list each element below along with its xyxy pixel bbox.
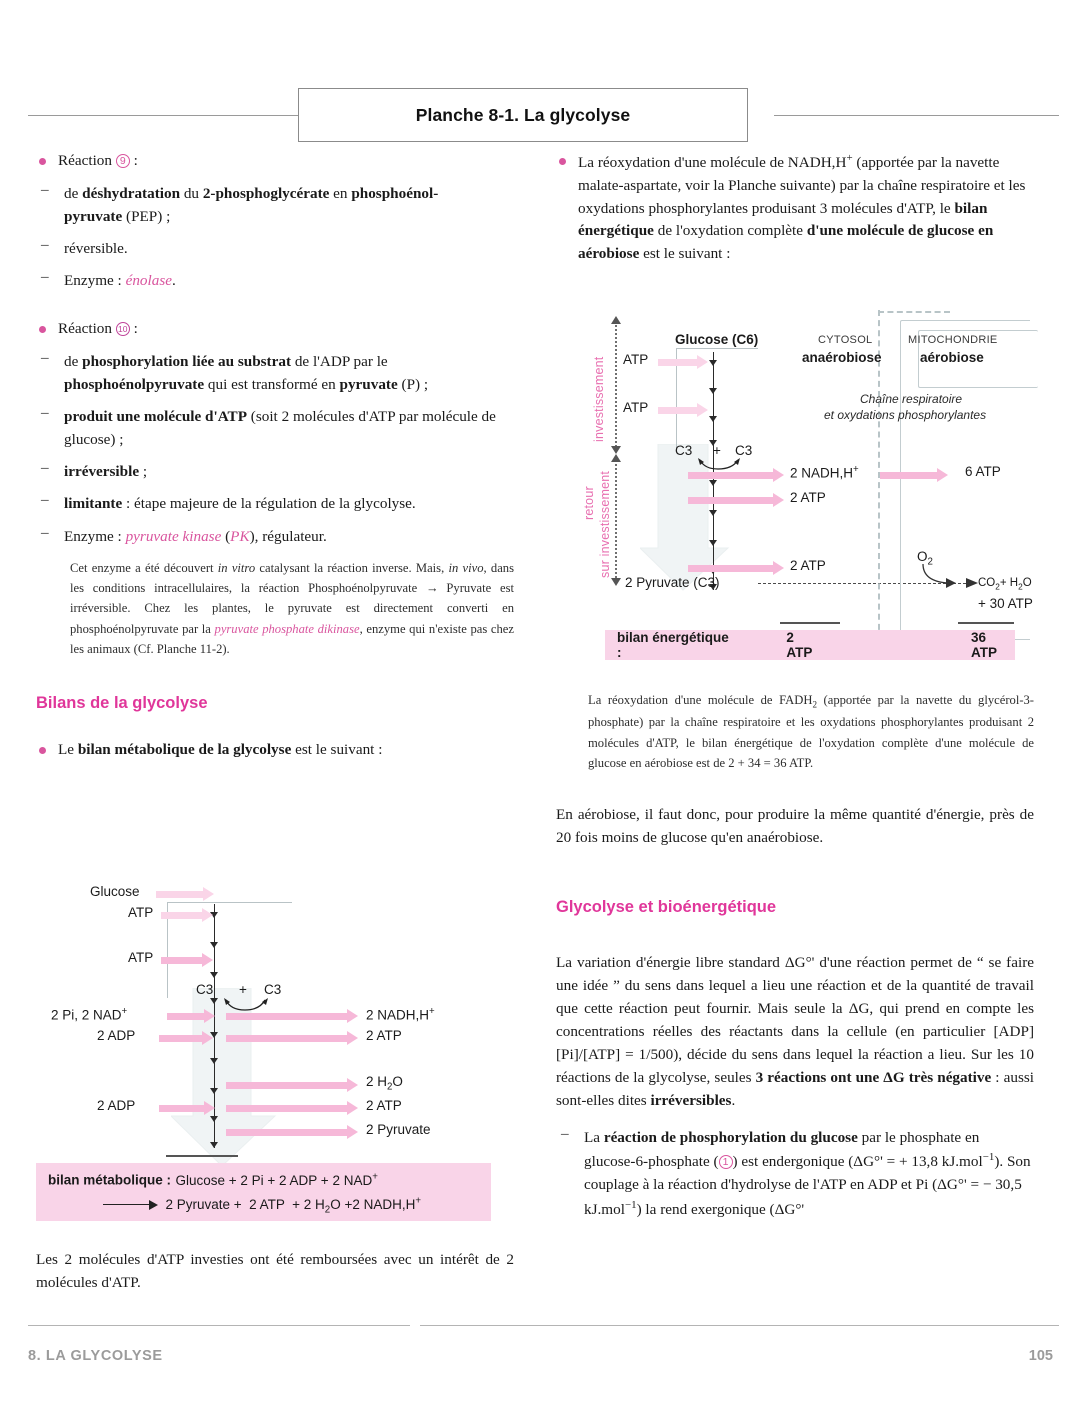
- label-retour-line2: sur investissement: [598, 470, 612, 578]
- fig-output-atp-1: 2 ATP: [790, 490, 826, 505]
- fig-input-glucose: Glucose: [90, 884, 140, 899]
- arrow-pyruvate-out: [226, 1129, 348, 1136]
- fig-node-c3-right: C3: [264, 982, 282, 997]
- reaction-9-item-1-text: de déshydratation du 2-phosphoglycérate en phosphoénol- pyruvate (PEP) ;: [64, 184, 439, 225]
- header-rule-right: [774, 115, 1059, 116]
- dash-marker-icon: –: [41, 268, 49, 286]
- left-column: [36, 150, 514, 765]
- arrow-atp-out-2: [688, 565, 774, 572]
- arrow-pi-nad-in: [167, 1013, 205, 1020]
- scale-arrow-mid2-icon: [611, 454, 621, 462]
- section-heading-bilans: Bilans de la glycolyse: [36, 693, 208, 712]
- label-mitochondrie: MITOCHONDRIE: [908, 334, 998, 346]
- label-co2-h2o: $CO_2+ H_2O$: [978, 577, 1032, 592]
- fig-atp-in-1: ATP: [623, 352, 649, 367]
- arrow-atp-in-1: [658, 359, 698, 366]
- reaction-10-item-4-text: limitante : étape majeure de la régulation de la glycolyse.: [64, 495, 416, 513]
- section-heading-bioenergetique: Glycolyse et bioénergétique: [556, 897, 777, 916]
- axis-tick-icon: [210, 942, 218, 948]
- fig-output-atp-2: 2 ATP: [790, 558, 826, 573]
- fig-input-atp-2: ATP: [128, 950, 154, 965]
- aerobiose-paragraph: En aérobiose, il faut donc, pour produire la même quantité d'énergie, près de 20 fois moins de glucose qu'en anaérobiose.: [556, 806, 1034, 847]
- reaction-10-item-4: [36, 492, 514, 515]
- fig-input-atp-1: ATP: [128, 905, 154, 920]
- band-value-anaerobic: 2 ATP: [786, 630, 813, 660]
- fig-input-adp-2: 2 ADP: [97, 1098, 136, 1113]
- dash-marker-icon: –: [41, 491, 49, 509]
- fig-6-atp: 6 ATP: [965, 464, 1001, 479]
- reaction-10-item-5: [36, 525, 514, 548]
- fig-output-atp-1: 2 ATP: [366, 1028, 402, 1043]
- reaction-1-bioenergetique-item: [556, 1126, 1034, 1221]
- band-equation-line2: 2 Pyruvate + 2 ATP + 2 $H_2O +2$ NADH,H+: [165, 1195, 422, 1216]
- label-investissement: investissement: [592, 356, 606, 442]
- axis-tick-icon: [709, 388, 717, 394]
- arrow-h2o-out: [226, 1082, 348, 1089]
- figure-bilan-energetique: [580, 300, 1033, 660]
- axis-tick-icon: [210, 972, 218, 978]
- arrow-glucose-in: [156, 891, 204, 898]
- reaction-9-item-2: [36, 237, 514, 260]
- label-chaine-respiratoire-2: et oxydations phosphorylantes: [824, 408, 987, 422]
- bilan-intro-text: Le bilan métabolique de la glycolyse est le suivant :: [58, 740, 383, 758]
- dash-marker-icon: –: [41, 404, 49, 422]
- fig-node-plus: +: [713, 443, 721, 458]
- fig-output-nadh: 2 NADH,H+: [366, 1006, 435, 1023]
- fig-atp-in-2: ATP: [623, 400, 649, 415]
- axis-tick-icon: [210, 1058, 218, 1064]
- axis-tick-icon: [210, 998, 218, 1004]
- dash-marker-icon: –: [41, 459, 49, 477]
- scale-line-investissement: [615, 322, 617, 450]
- axis-tick-icon: [709, 416, 717, 422]
- right-column: [556, 150, 1034, 270]
- label-cytosol: CYTOSOL: [818, 334, 873, 346]
- axis-tick-icon: [709, 540, 717, 546]
- arrow-adp-in-2: [159, 1105, 205, 1112]
- reaction-10-item-1: [36, 350, 514, 396]
- band-label: bilan métabolique :: [48, 1172, 172, 1188]
- reaction-10-heading: [36, 318, 514, 341]
- dash-marker-icon: –: [41, 235, 49, 253]
- membrane-top-dash: [878, 311, 950, 313]
- bilan-energetique-band: [605, 630, 1015, 660]
- reaction-10-note: Cet enzyme a été découvert in vitro catalysant la réaction inverse. Mais, in vivo, dans les conditions intracellulaires, la réaction Phosphoénolpyruvate → Pyruvate est irréversible. Chez les plantes, le pyruvate est directement converti en phosphoénolpyruvate par la pyruvate phosphate dikinase, enzyme qui n'existe pas chez les animaux (Cf. Planche 11-2).: [70, 560, 514, 657]
- band-equation-line1: Glucose + 2 Pi + 2 ADP + 2 NAD+: [175, 1171, 378, 1188]
- fig-output-h2o: 2 $H_2O$: [366, 1074, 403, 1093]
- footer-rule-right: [420, 1325, 1059, 1326]
- arrow-atp-in-1: [161, 912, 203, 919]
- circled-number-9: 9: [116, 154, 130, 168]
- fig-pyruvate-c3: 2 Pyruvate (C3): [625, 575, 720, 590]
- circled-number-10: 10: [116, 322, 130, 336]
- label-retour-line1: retour: [582, 486, 596, 520]
- scale-arrow-top-icon: [611, 316, 621, 324]
- label-plus-30-atp: + 30 ATP: [978, 596, 1033, 611]
- reaction-9-heading-text: Réaction 9 :: [58, 152, 138, 169]
- right-intro-text: La réoxydation d'une molécule de NADH,H+ (apportée par la navette malate-aspartate, voir la Planche suivante) par la chaîne respiratoire et les oxydations phosphorylantes produisant 3 molécules d'ATP, le bilan énergétique de l'oxydation complète d'une molécule de glucose en aérobiose est le suivant :: [578, 152, 1026, 263]
- reaction-9-item-3-text: Enzyme : énolase.: [64, 272, 176, 290]
- dash-marker-icon: –: [41, 180, 49, 198]
- fadh2-note: La réoxydation d'une molécule de $FADH_2$ (apportée par la navette du glycérol-3-phosphate) par la chaîne respiratoire et les oxydations phosphorylantes produisant 2 molécules d'ATP, le bilan énergétique de l'oxydation complète d'une molécule de glucose en aérobiose est de 2 + 34 = 36 ATP.: [588, 693, 1034, 770]
- circled-number-1: 1: [719, 1155, 733, 1169]
- fig-node-c3-right: C3: [735, 443, 753, 458]
- reaction-9-item-2-text: réversible.: [64, 239, 128, 257]
- bullet-dot-icon: [39, 747, 46, 754]
- arrow-atp-in-2: [161, 957, 203, 964]
- figure-bilan-metabolique: [36, 880, 514, 1216]
- arrow-nadh-out: [226, 1013, 348, 1020]
- reaction-9-heading: [36, 150, 514, 173]
- header-rule-left: [28, 115, 313, 116]
- reaction-9-item-3: [36, 269, 514, 292]
- footer-chapter: 8. LA GLYCOLYSE: [28, 1348, 163, 1364]
- reaction-10-heading-text: Réaction 10 :: [58, 320, 138, 338]
- dash-marker-icon: –: [561, 1125, 569, 1143]
- axis-tick-icon: [709, 360, 717, 366]
- fig-node-c3-left: C3: [675, 443, 693, 458]
- bullet-dot-icon: [559, 158, 566, 165]
- o2-curve-arrow-icon: [920, 564, 958, 588]
- label-anaerobiose: anaérobiose: [802, 350, 882, 365]
- arrow-atp-in-2: [658, 407, 698, 414]
- right-intro-bullet: [556, 150, 1034, 266]
- arrow-nadh-out: [688, 472, 774, 479]
- arrow-nadh-to-atp: [880, 472, 938, 479]
- bilan-intro: [36, 739, 514, 762]
- arrow-atp-out-1: [226, 1035, 348, 1042]
- fig-input-pi-nad: 2 Pi, 2 NAD+: [51, 1006, 128, 1023]
- reaction-1-bioenergetique-text: La réaction de phosphorylation du glucose par le phosphate en glucose-6-phosphate ( 1 ) est endergonique (ΔG°' = + 13,8 kJ.mol$^{-1}$). Son couplage à la réaction d'hydrolyse de l'ATP en ADP et Pi (ΔG°' = − 30,5 kJ.mol$^{-1}$) la rend exergonique (ΔG°': [584, 1129, 1031, 1218]
- arrow-adp-in-1: [159, 1035, 203, 1042]
- axis-tick-icon: [210, 1142, 218, 1148]
- scale-line-retour: [615, 460, 617, 582]
- fig-output-nadh: 2 NADH,H+: [790, 464, 859, 481]
- fig-node-c3-left: C3: [196, 982, 214, 997]
- bullet-dot-icon: [39, 158, 46, 165]
- fig-output-pyruvate: 2 Pyruvate: [366, 1122, 431, 1137]
- reaction-10-item-2-text: produit une molécule d'ATP (soit 2 molécules d'ATP par molécule de glucose) ;: [64, 408, 496, 449]
- reaction-10-item-5-text: Enzyme : pyruvate kinase (PK), régulateur.: [64, 527, 327, 545]
- fig-input-adp-1: 2 ADP: [97, 1028, 136, 1043]
- frame-line-horizontal: [676, 348, 758, 349]
- label-o2: $O_2$: [917, 549, 933, 568]
- reaction-10-item-3: [36, 460, 514, 483]
- dash-marker-icon: –: [41, 523, 49, 541]
- reaction-10-item-2: [36, 405, 514, 451]
- scale-arrow-mid-icon: [611, 446, 621, 454]
- fig-glucose-c6: Glucose (C6): [675, 332, 759, 347]
- axis-tick-icon: [709, 510, 717, 516]
- plate-title-box: [298, 88, 748, 142]
- band-value-aerobic: 36 ATP: [970, 630, 997, 660]
- frame-line-horizontal: [167, 902, 292, 903]
- band-underline-anaerobic: [780, 622, 840, 624]
- band-underline: [166, 1155, 238, 1157]
- scale-arrow-bottom-icon: [611, 578, 621, 586]
- label-chaine-respiratoire-1: Chaîne respiratoire: [860, 392, 963, 406]
- reaction-10-item-1-text: de phosphorylation liée au substrat de l'ADP par le phosphoénolpyruvate qui est transformé en pyruvate (P) ;: [64, 352, 429, 394]
- footer-page-number: 105: [1028, 1348, 1053, 1364]
- reaction-10-item-3-text: irréversible ;: [64, 463, 148, 481]
- arrow-atp-out-2: [226, 1105, 348, 1112]
- dash-marker-icon: –: [41, 348, 49, 366]
- bioenergetique-paragraph: La variation d'énergie libre standard ΔG°' d'une réaction permet de “ se faire une idée ” du sens dans lequel a lieu une réaction et de la quantité de travail que cette réaction peut fournir. Mais seule la ΔG, qui prend en compte les concentrations réelles des réactants dans la cellule (en particulier [ADP][Pi]/[ATP] = 1/500), décide du sens dans lequel la réaction a lieu. Sur les 10 réactions de la glycolyse, seules 3 réactions ont une ΔG très négative : aussi sont-elles dites irréversibles.: [556, 953, 1034, 1110]
- left-closing-paragraph: [36, 1238, 514, 1294]
- axis-tick-icon: [210, 1116, 218, 1122]
- arrow-atp-out-1: [688, 497, 774, 504]
- right-column-lower: [556, 690, 1034, 1221]
- band-label: bilan énergétique :: [617, 630, 729, 660]
- reaction-9-item-1: [36, 182, 514, 228]
- bilan-metabolique-band: [36, 1163, 491, 1221]
- split-curve-icon: [698, 458, 740, 471]
- axis-tick-icon: [210, 1088, 218, 1094]
- page-title: Planche 8-1. La glycolyse: [415, 104, 631, 125]
- bullet-dot-icon: [39, 326, 46, 333]
- footer-rule-left: [28, 1325, 410, 1326]
- split-curve-icon: [224, 998, 268, 1012]
- label-aerobiose: aérobiose: [920, 350, 984, 365]
- axis-tick-icon: [709, 480, 717, 486]
- left-closing-text: Les 2 molécules d'ATP investies ont été remboursées avec un intérêt de 2 molécules d'ATP.: [36, 1251, 514, 1292]
- band-underline-aerobic: [958, 622, 1014, 624]
- fig-output-atp-2: 2 ATP: [366, 1098, 402, 1113]
- fig-node-plus: +: [239, 982, 247, 997]
